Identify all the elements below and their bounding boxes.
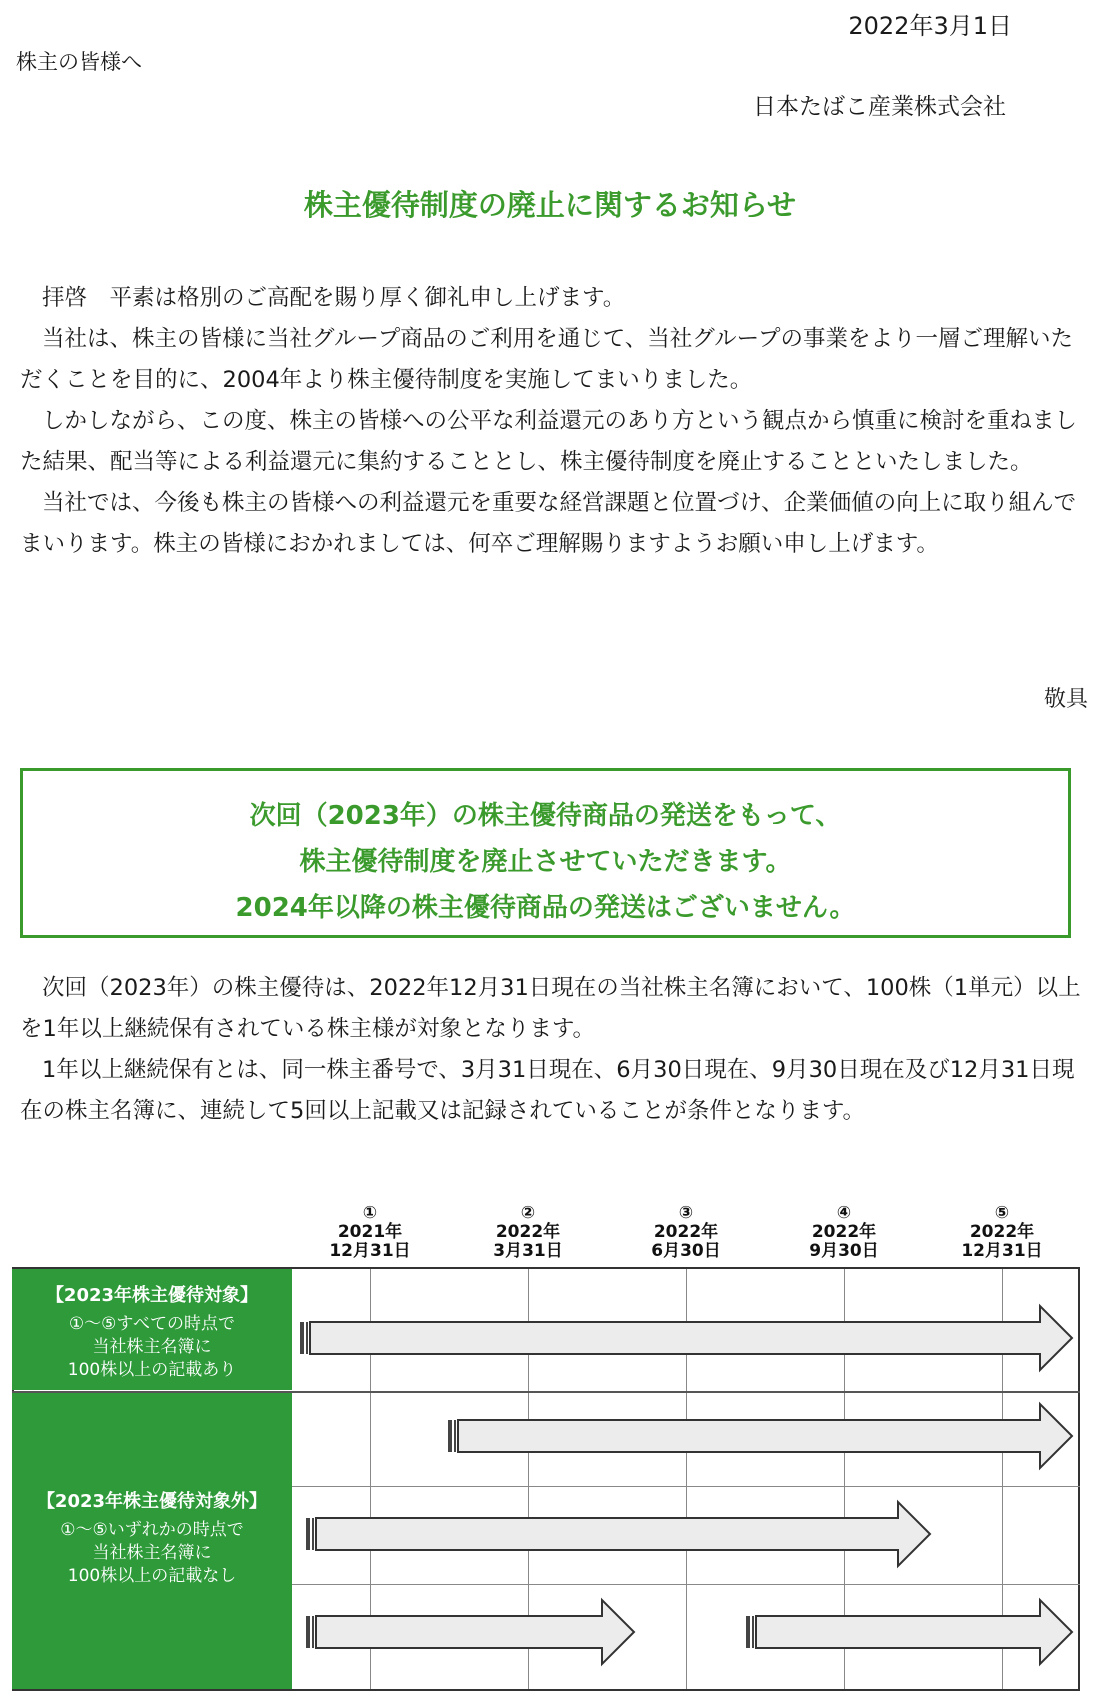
issue-date: 2022年3月1日 xyxy=(848,12,1012,40)
point-date: 12月31日 xyxy=(961,1241,1043,1261)
arrow-eligible-full xyxy=(300,1306,1072,1370)
point-year: 2021年 xyxy=(337,1222,403,1242)
point-year: 2022年 xyxy=(811,1222,877,1242)
condition-paragraph: 次回（2023年）の株主優待は、2022年12月31日現在の当社株主名簿において、100株（1単元）以上を1年以上継続保有されている株主様が対象となります。 xyxy=(20,975,1081,1042)
document-title: 株主優待制度の廃止に関するお知らせ xyxy=(303,188,797,222)
ineligible-title: 【2023年株主優待対象外】 xyxy=(36,1491,268,1512)
eligible-desc-line: 当社株主名簿に xyxy=(92,1337,212,1357)
ineligible-desc-line: 当社株主名簿に xyxy=(92,1543,212,1563)
body-paragraph: 当社では、今後も株主の皆様への利益還元を重要な経営課題と位置づけ、企業価値の向上に取り組んでまいります。株主の皆様におかれましては、何卒ご理解賜りますようお願い申し上げます。 xyxy=(20,490,1077,557)
point-date: 6月30日 xyxy=(651,1241,721,1261)
point-number: ① xyxy=(362,1203,378,1223)
condition-paragraph: 1年以上継続保有とは、同一株主番号で、3月31日現在、6月30日現在、9月30日現在及び12月31日現在の株主名簿に、連続して5回以上記載又は記録されていることが条件となります。 xyxy=(20,1057,1075,1124)
ineligible-desc-line: 100株以上の記載なし xyxy=(67,1566,237,1586)
point-number: ③ xyxy=(678,1203,694,1223)
point-date: 3月31日 xyxy=(493,1241,563,1261)
point-number: ④ xyxy=(836,1203,852,1223)
point-number: ⑤ xyxy=(994,1203,1010,1223)
eligible-desc-line: 100株以上の記載あり xyxy=(67,1360,237,1380)
eligible-title: 【2023年株主優待対象】 xyxy=(45,1285,259,1306)
body-paragraph: 拝啓 平素は格別のご高配を賜り厚く御礼申し上げます。 xyxy=(42,285,626,311)
company-name: 日本たばこ産業株式会社 xyxy=(753,94,1006,120)
arrow-gap-second xyxy=(746,1600,1072,1664)
arrow-gap-first xyxy=(306,1600,634,1664)
body-paragraph: 当社は、株主の皆様に当社グループ商品のご利用を通じて、当社グループの事業をより一層ご理解いただくことを目的に、2004年より株主優待制度を実施してまいりました。 xyxy=(20,326,1073,393)
ineligible-desc-line: ①～⑤いずれかの時点で xyxy=(60,1520,244,1540)
arrow-to-point4 xyxy=(306,1502,930,1566)
point-date: 12月31日 xyxy=(329,1241,411,1261)
point-number: ② xyxy=(520,1203,536,1223)
notice-line: 2024年以降の株主優待商品の発送はございません。 xyxy=(235,893,856,923)
point-year: 2022年 xyxy=(653,1222,719,1242)
point-date: 9月30日 xyxy=(809,1241,879,1261)
body-paragraph: しかしながら、この度、株主の皆様への公平な利益還元のあり方という観点から慎重に検討を重ねました結果、配当等による利益還元に集約することとし、株主優待制度を廃止することといたしました。 xyxy=(20,408,1078,475)
notice-line: 次回（2023年）の株主優待商品の発送をもって、 xyxy=(249,801,842,831)
eligible-desc-line: ①～⑤すべての時点で xyxy=(68,1314,236,1334)
arrow-from-point2 xyxy=(448,1404,1072,1468)
point-year: 2022年 xyxy=(969,1222,1035,1242)
addressee: 株主の皆様へ xyxy=(16,50,142,74)
closing-word: 敬具 xyxy=(1043,687,1088,712)
notice-line: 株主優待制度を廃止させていただきます。 xyxy=(299,847,792,877)
point-year: 2022年 xyxy=(495,1222,561,1242)
